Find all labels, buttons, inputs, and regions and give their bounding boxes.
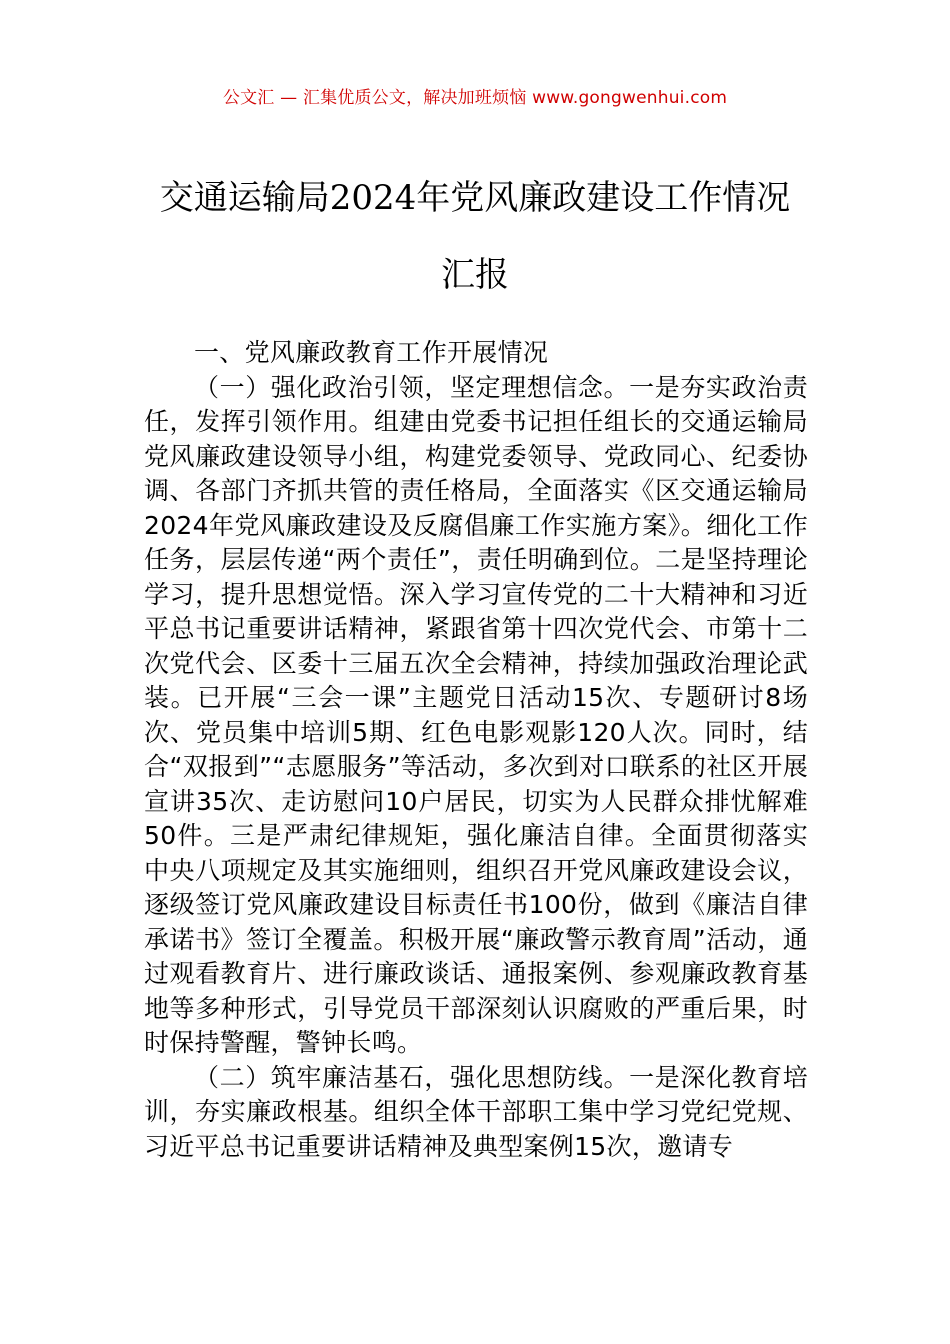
section-heading: 一、党风廉政教育工作开展情况 — [194, 338, 549, 367]
document-body — [144, 336, 808, 1164]
title-line-2: 汇报 — [441, 255, 509, 295]
header-banner[interactable]: 公文汇 — 汇集优质公文，解决加班烦恼 www.gongwenhui.com — [222, 88, 728, 108]
paragraph-2: （二）筑牢廉洁基石，强化思想防线。一是深化教育培训，夯实廉政根基。组织全体干部职工集中学习党纪党规、习近平总书记重要讲话精神及典型案例15次，邀请专 — [144, 1062, 808, 1161]
title-line-1: 交通运输局2024年党风廉政建设工作情况 — [159, 178, 791, 218]
document-title — [120, 174, 830, 299]
paragraph-1: （一）强化政治引领，坚定理想信念。一是夯实政治责任，发挥引领作用。组建由党委书记担任组长的交通运输局党风廉政建设领导小组，构建党委领导、党政同心、纪委协调、各部门齐抓共管的责任格局，全面落实《区交通运输局2024年党风廉政建设及反腐倡廉工作实施方案》。细化工作任务，层层传递“两个责任”，责任明确到位。二是坚持理论学习，提升思想觉悟。深入学习宣传党的二十大精神和习近平总书记重要讲话精神，紧跟省第十四次党代会、市第十二次党代会、区委十三届五次全会精神，持续加强政治理论武装。已开展“三会一课”主题党日活动15次、专题研讨8场次、党员集中培训5期、红色电影观影120人次。同时，结合“双报到”“志愿服务”等活动，多次到对口联系的社区开展宣讲35次、走访慰问10户居民，切实为人民群众排忧解难50件。三是严肃纪律规矩，强化廉洁自律。全面贯彻落实中央八项规定及其实施细则，组织召开党风廉政建设会议，逐级签订党风廉政建设目标责任书100份，做到《廉洁自律承诺书》签订全覆盖。积极开展“廉政警示教育周”活动，通过观看教育片、进行廉政谈话、通报案例、参观廉政教育基地等多种形式，引导党员干部深刻认识腐败的严重后果，时时保持警醒，警钟长鸣。 — [144, 372, 808, 1057]
